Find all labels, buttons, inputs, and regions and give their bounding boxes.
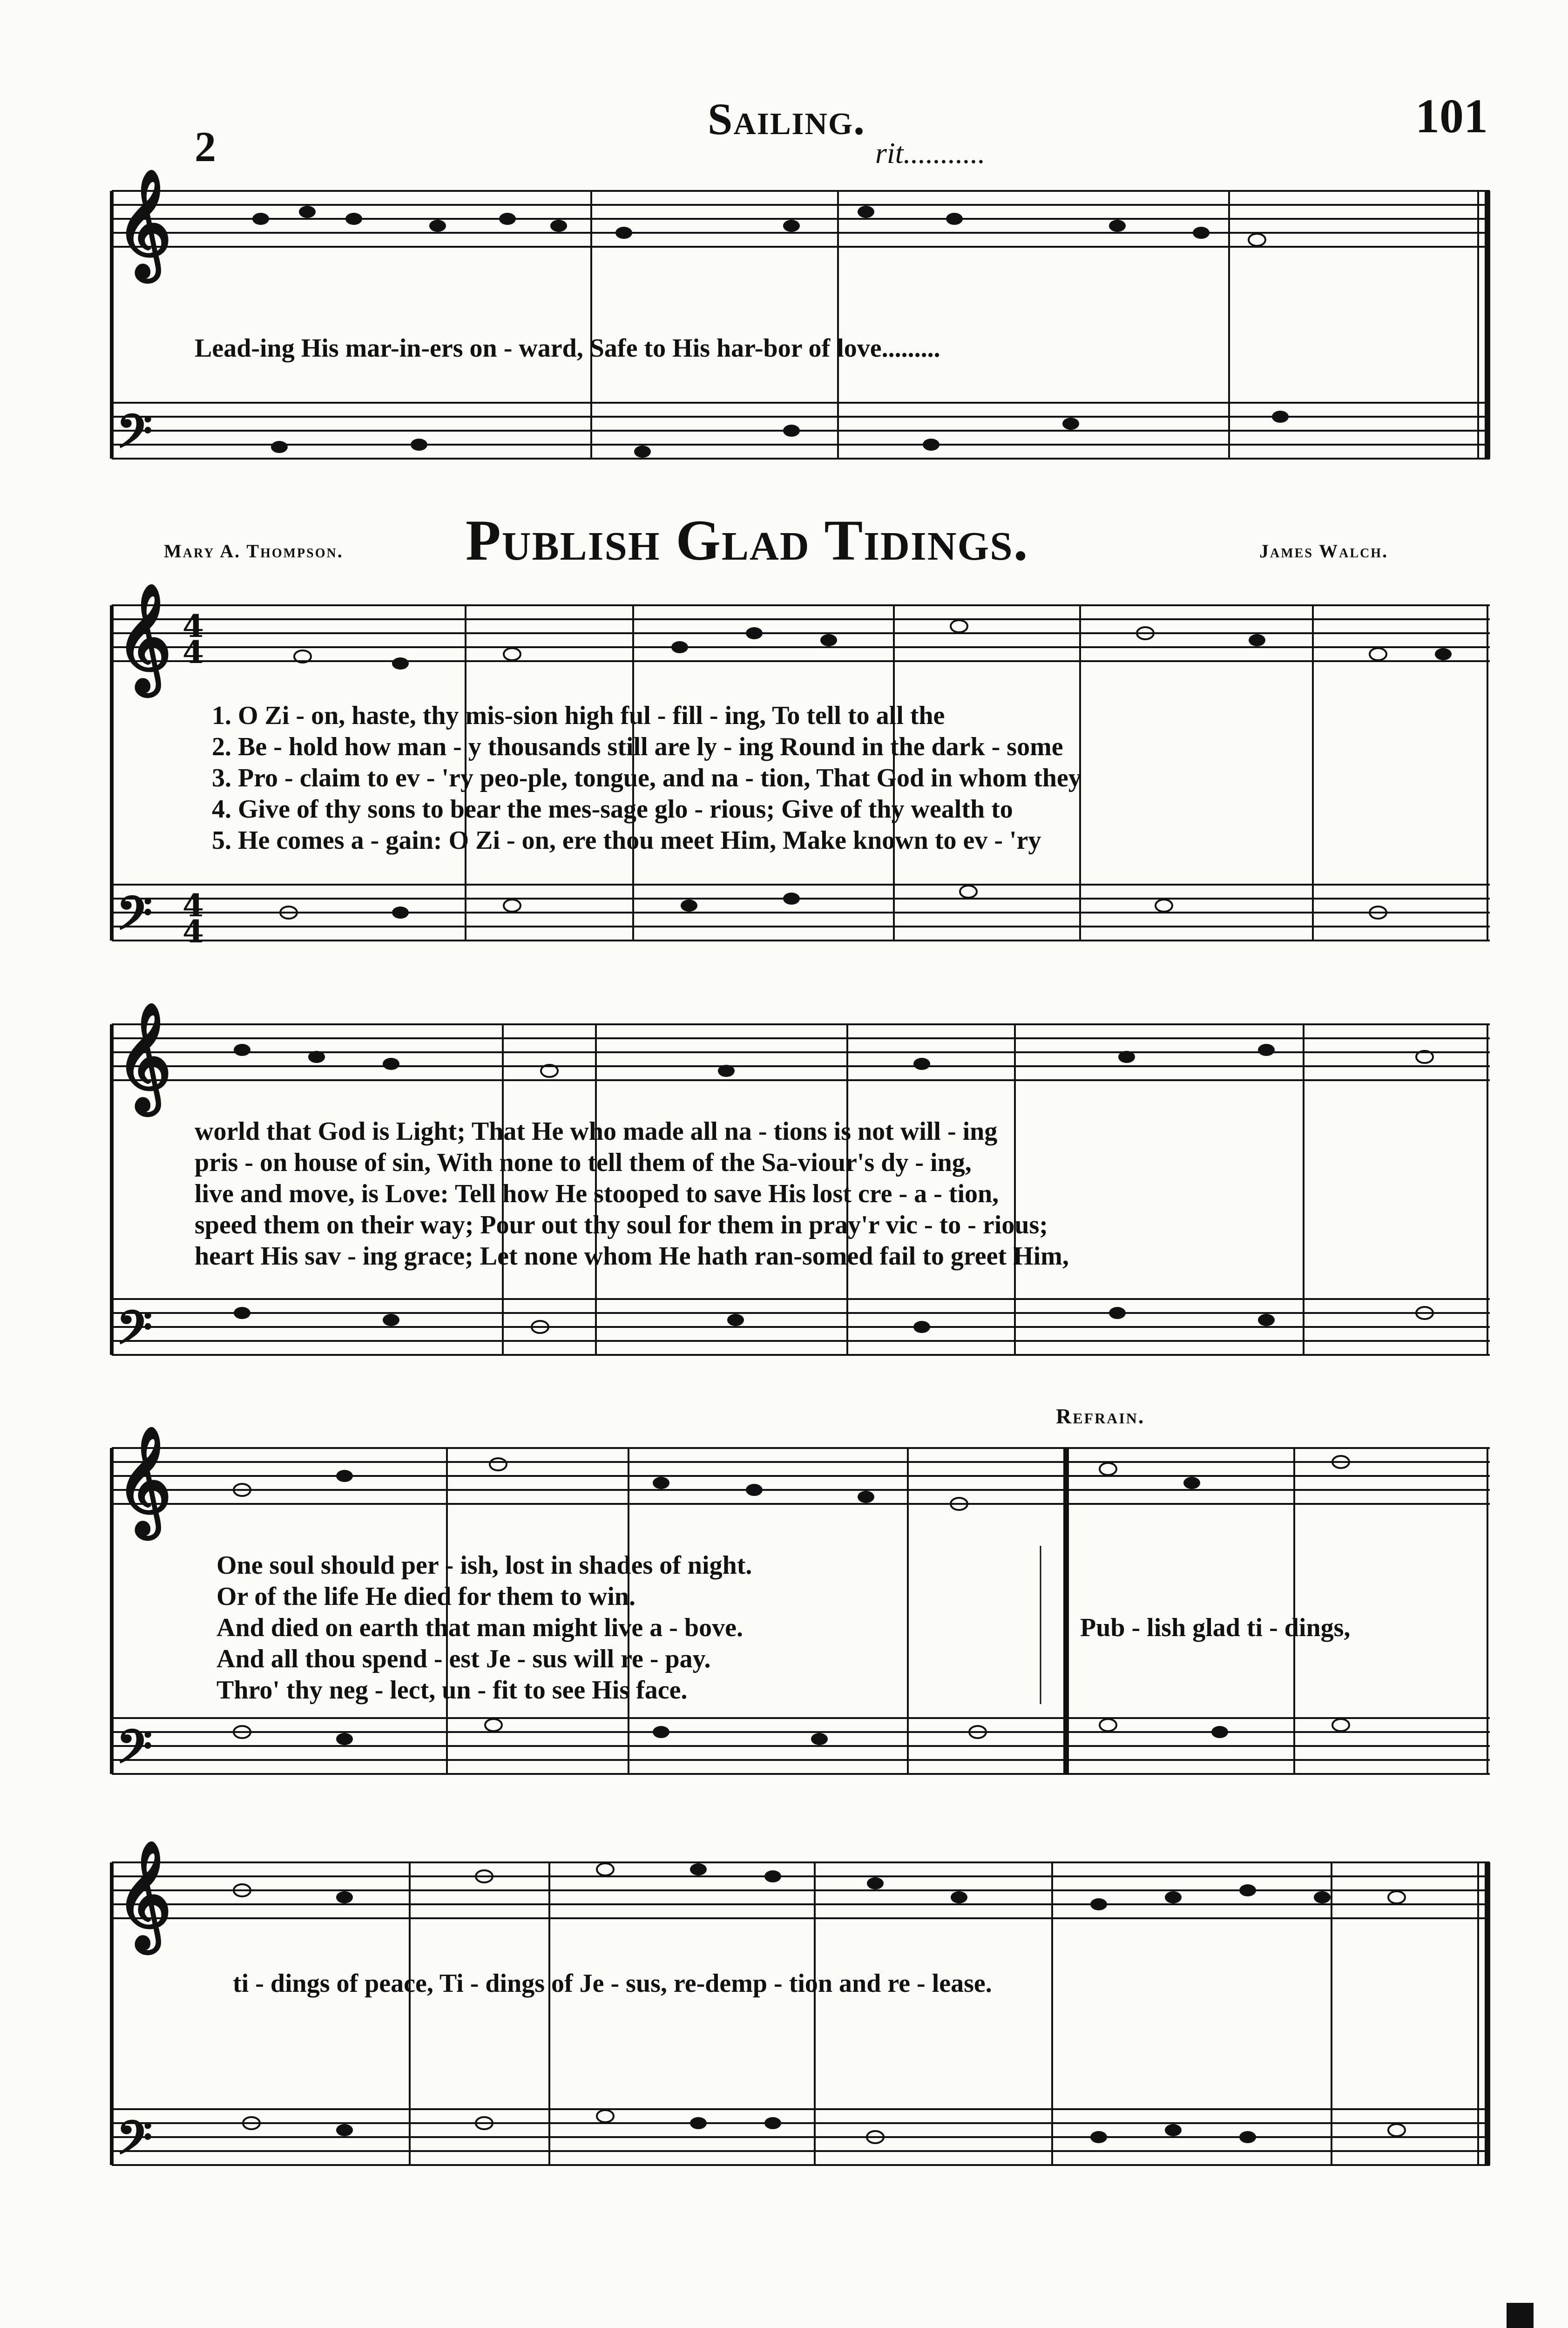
- svg-text:4: 4: [182, 634, 204, 670]
- staff-treble-1: [112, 191, 1490, 247]
- verse-4-line-3: And all thou spend - est Je - sus will re - pay.: [216, 1644, 711, 1673]
- refrain-line-2: ti - dings of peace, Ti - dings of Je - sus, re-demp - tion and re - lease.: [233, 1969, 992, 1998]
- staff-treble-2: [112, 605, 1490, 661]
- composer-credit: James Walch.: [1259, 541, 1389, 562]
- staff-treble-5: [112, 1862, 1490, 1918]
- treble-clef-icon: 𝄞: [116, 1840, 172, 1949]
- verse-4-line-2: speed them on their way; Pour out thy soul for them in pray'r vic - to - rious;: [195, 1211, 1048, 1239]
- verse-1-line-2: world that God is Light; That He who made all na - tions is not will - ing: [195, 1117, 998, 1146]
- ink-mark: [1507, 2303, 1534, 2328]
- staff-bass-3: [112, 1299, 1490, 1355]
- verse-3-line-2: live and move, is Love: Tell how He stooped to save His lost cre - a - tion,: [195, 1179, 999, 1208]
- refrain-line-1: Pub - lish glad ti - dings,: [1080, 1613, 1351, 1642]
- song-title: Publish Glad Tidings.: [466, 508, 1029, 572]
- bass-clef-icon: 𝄢: [116, 1300, 153, 1366]
- bass-clef-icon: 𝄢: [116, 2111, 153, 2176]
- staff-bass-4: [112, 1718, 1490, 1774]
- svg-text:4: 4: [182, 887, 204, 924]
- verse-4-line-1: 4. Give of thy sons to bear the mes-sage glo - rious; Give of thy wealth to: [212, 795, 1013, 824]
- verse-3-line-1: 3. Pro - claim to ev - 'ry peo-ple, tongue, and na - tion, That God in whom they: [212, 764, 1081, 792]
- author-credit: Mary A. Thompson.: [164, 541, 344, 562]
- treble-clef-icon: 𝄞: [116, 1425, 172, 1535]
- verse-2-line-1: 2. Be - hold how man - y thousands still are ly - ing Round in the dark - some: [212, 732, 1063, 761]
- verse-3-line-3: And died on earth that man might live a - bove.: [216, 1613, 743, 1642]
- verse-5-line-2: heart His sav - ing grace; Let none whom He hath ran-somed fail to greet Him,: [195, 1242, 1069, 1271]
- verse-1-line-1: 1. O Zi - on, haste, thy mis-sion high ful - fill - ing, To tell to all the: [212, 701, 945, 730]
- tempo-mark: rit...........: [875, 136, 986, 169]
- verse-2-line-2: pris - on house of sin, With none to tell them of the Sa-viour's dy - ing,: [195, 1148, 972, 1177]
- treble-clef-icon: 𝄞: [116, 1002, 172, 1111]
- staff-bass-2: [112, 885, 1490, 941]
- svg-text:4: 4: [182, 914, 204, 950]
- bass-clef-icon: 𝄢: [116, 404, 153, 470]
- verse-1-line-3: One soul should per - ish, lost in shades of night.: [216, 1551, 752, 1580]
- verse-2-line-3: Or of the life He died for them to win.: [216, 1582, 636, 1611]
- verse-5-line-1: 5. He comes a - gain: O Zi - on, ere thou meet Him, Make known to ev - 'ry: [212, 826, 1041, 855]
- staff-treble-4: [112, 1448, 1490, 1504]
- bass-clef-icon: 𝄢: [116, 1719, 153, 1785]
- staff-bass-5: [112, 2109, 1490, 2165]
- bass-clef-icon: 𝄢: [116, 886, 153, 952]
- treble-clef-icon: 𝄞: [116, 582, 172, 692]
- system-number: 2: [195, 123, 216, 170]
- treble-clef-icon: 𝄞: [116, 168, 172, 277]
- svg-text:4: 4: [182, 608, 204, 644]
- lyric-sailing: Lead-ing His mar-in-ers on - ward, Safe to His har-bor of love.........: [195, 334, 940, 363]
- refrain-label: Refrain.: [1056, 1404, 1145, 1428]
- running-header-title: Sailing.: [708, 94, 866, 144]
- page-number: 101: [1415, 89, 1488, 143]
- verse-5-line-3: Thro' thy neg - lect, un - fit to see His face.: [216, 1676, 688, 1705]
